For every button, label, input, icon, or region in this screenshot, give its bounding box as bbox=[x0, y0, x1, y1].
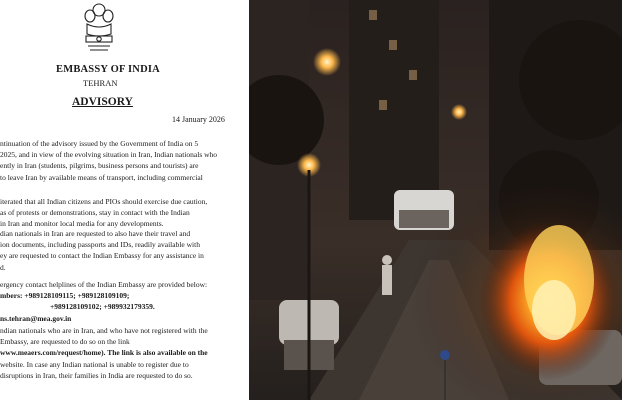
text-line: dian nationals in Iran are requested to also have their travel and bbox=[0, 229, 191, 238]
text-line: to leave Iran by available means of transport, including commercial bbox=[0, 172, 203, 182]
text-line: 2025, and in view of the evolving situation in Iran, Indian nationals who bbox=[0, 150, 218, 160]
street-fire-image bbox=[249, 0, 622, 400]
text-line: iterated that all Indian citizens and PIOs should exercise due caution, bbox=[0, 197, 208, 206]
national-emblem-icon bbox=[78, 0, 120, 56]
text-line: ently in Iran (students, pilgrims, business persons and tourists) are bbox=[0, 161, 199, 171]
paragraph-2 bbox=[0, 196, 242, 230]
paragraph-1 bbox=[0, 138, 242, 183]
text-line: disruptions in Iran, their families in India are requested to do so. bbox=[0, 370, 193, 380]
text-line: ndian nationals who are in Iran, and who have not registered with the bbox=[0, 326, 208, 335]
text-line: Embassy, are requested to do so on the link bbox=[0, 337, 130, 347]
text-line: ntinuation of the advisory issued by the Government of India on 5 bbox=[0, 139, 199, 148]
text-line: in Iran and monitor local media for any developments. bbox=[0, 219, 164, 229]
text-line: website. In case any Indian national is unable to register due to bbox=[0, 359, 189, 369]
text-line: d. bbox=[0, 262, 6, 272]
text-line: ion documents, including passports and IDs, readily available with bbox=[0, 240, 200, 250]
street-fire-photo bbox=[249, 0, 622, 400]
text-line: ergency contact helplines of the Indian Embassy are provided below: bbox=[0, 280, 208, 289]
advisory-heading: ADVISORY bbox=[72, 96, 133, 108]
registration-link: www.meaers.com/request/home). The link is also available on the bbox=[0, 348, 208, 358]
paragraph-helplines bbox=[0, 279, 242, 324]
text-line: as of protests or demonstrations, stay in contact with the Indian bbox=[0, 208, 190, 218]
embassy-city: TEHRAN bbox=[83, 78, 118, 88]
phone-numbers: mbers: +989128109115; +989128109109; bbox=[0, 291, 130, 301]
embassy-title: EMBASSY OF INDIA bbox=[56, 64, 160, 75]
paragraph-5 bbox=[0, 325, 242, 381]
email-address: ns.tehran@mea.gov.in bbox=[0, 313, 72, 323]
advisory-document bbox=[0, 0, 249, 400]
paragraph-3 bbox=[0, 228, 242, 273]
text-line: ey are requested to contact the Indian Embassy for any assistance in bbox=[0, 251, 204, 261]
phone-numbers: +989128109102; +989932179359. bbox=[50, 302, 155, 312]
advisory-date: 14 January 2026 bbox=[172, 115, 225, 124]
